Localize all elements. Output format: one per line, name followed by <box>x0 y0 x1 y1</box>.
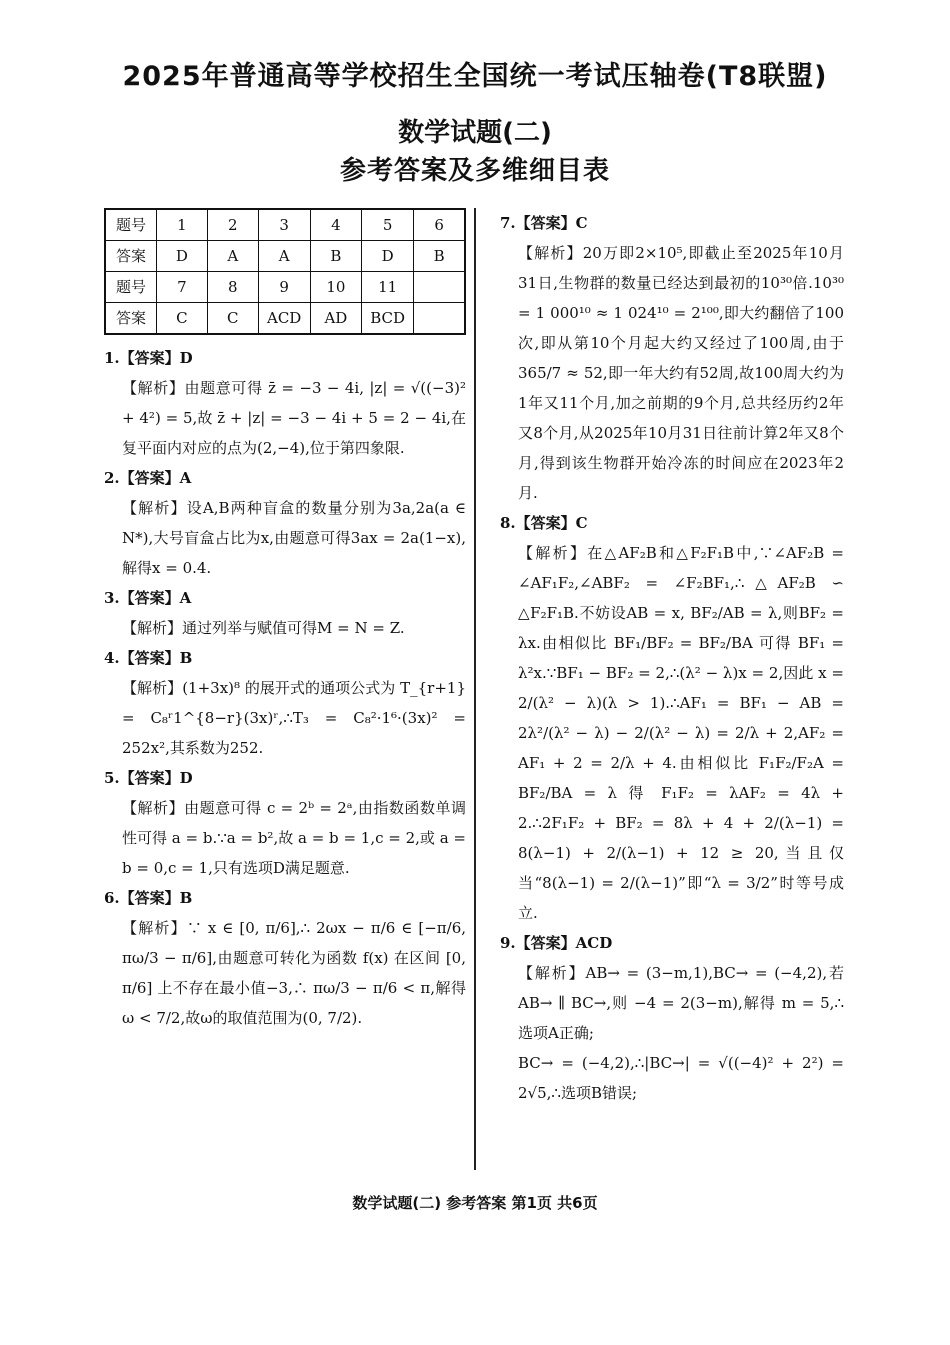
table-row <box>105 241 465 272</box>
table-cell: A <box>258 241 310 272</box>
q2-explanation: 【解析】设A,B两种盲盒的数量分别为3a,2a(a ∈ N*),大号盲盒占比为x,由题意可得3ax = 2a(1−x),解得x = 0.4. <box>122 499 466 577</box>
table-cell: 答案 <box>105 241 157 272</box>
q3-answer: 3.【答案】A <box>104 589 192 607</box>
table-cell: D <box>362 241 414 272</box>
q7-explanation: 【解析】20万即2×10⁵,即截止至2025年10月31日,生物群的数量已经达到最初的10³⁰倍.10³⁰ = 1 000¹⁰ ≈ 1 024¹⁰ = 2¹⁰⁰,即大约翻倍了100次,即从第10个月起大约又经过了100周,由于365/7 ≈ 52,即一年大约有52周,故100周大约为1年又11个月,加之前期的9个月,总共经历约2年又8个月,从2025年10月31日往前计算2年又8个月,得到该生物群开始冷冻的时间应在2023年2月. <box>518 244 844 502</box>
left-column <box>104 208 466 1033</box>
table-cell: C <box>157 303 208 335</box>
q7-answer: 7.【答案】C <box>500 214 588 232</box>
column-divider <box>474 208 476 1170</box>
page-footer: 数学试题(二) 参考答案 第1页 共6页 <box>352 1194 598 1212</box>
q3-explanation: 【解析】通过列举与赋值可得M = N = Z. <box>122 619 405 637</box>
q6-explanation: 【解析】∵ x ∈ [0, π/6],∴ 2ωx − π/6 ∈ [−π/6, πω/3 − π/6],由题意可转化为函数 f(x) 在区间 [0, π/6] 上不存在最小值−3,∴ πω/3 − π/6 < π,解得 ω < 7/2,故ω的取值范围为(0, 7/2). <box>122 919 466 1027</box>
q1-explanation: 【解析】由题意可得 z̄ = −3 − 4i, |z| = √((−3)² + 4²) = 5,故 z̄ + |z| = −3 − 4i + 5 = 2 − 4i,在复平面内对应的点为(2,−4),位于第四象限. <box>122 379 466 457</box>
table-cell: D <box>157 241 208 272</box>
table-cell: AD <box>310 303 361 335</box>
q4-explanation: 【解析】(1+3x)⁸ 的展开式的通项公式为 T_{r+1} = C₈ʳ1^{8−r}(3x)ʳ,∴T₃ = C₈²·1⁶·(3x)² = 252x²,其系数为252. <box>122 679 466 757</box>
answer-table <box>104 208 466 335</box>
table-cell: 2 <box>207 209 258 241</box>
q9-explanation-continued: BC→ = (−4,2),∴|BC→| = √((−4)² + 2²) = 2√5,∴选项B错误; <box>518 1054 844 1102</box>
right-column <box>500 208 844 1108</box>
table-cell: BCD <box>362 303 414 335</box>
q8-answer: 8.【答案】C <box>500 514 588 532</box>
q2-answer: 2.【答案】A <box>104 469 192 487</box>
table-cell: 4 <box>310 209 361 241</box>
q9-explanation: 【解析】AB→ = (3−m,1),BC→ = (−4,2),若AB→ ∥ BC→,则 −4 = 2(3−m),解得 m = 5,∴选项A正确; <box>518 964 844 1042</box>
page-title: 2025年普通高等学校招生全国统一考试压轴卷(T8联盟) <box>122 61 828 92</box>
q5-answer: 5.【答案】D <box>104 769 193 787</box>
table-cell: 10 <box>310 272 361 303</box>
table-cell: 7 <box>157 272 208 303</box>
table-cell: 3 <box>258 209 310 241</box>
table-cell: 题号 <box>105 272 157 303</box>
table-cell: 11 <box>362 272 414 303</box>
table-cell: 1 <box>157 209 208 241</box>
q1-answer: 1.【答案】D <box>104 349 193 367</box>
table-row <box>105 303 465 335</box>
table-cell: B <box>414 241 465 272</box>
table-cell: B <box>310 241 361 272</box>
page-subtitle: 数学试题(二) <box>398 118 552 148</box>
page-subtitle-2: 参考答案及多维细目表 <box>339 156 610 186</box>
table-row <box>105 272 465 303</box>
table-row <box>105 209 465 241</box>
table-cell: 题号 <box>105 209 157 241</box>
q5-explanation: 【解析】由题意可得 c = 2ᵇ = 2ᵃ,由指数函数单调性可得 a = b.∵a = b²,故 a = b = 1,c = 2,或 a = b = 0,c = 1,只有选项D满足题意. <box>122 799 466 877</box>
table-cell: 6 <box>414 209 465 241</box>
table-cell: 答案 <box>105 303 157 335</box>
table-cell: 8 <box>207 272 258 303</box>
table-cell: A <box>207 241 258 272</box>
table-cell <box>414 272 465 303</box>
table-cell <box>414 303 465 335</box>
table-cell: 5 <box>362 209 414 241</box>
q9-answer: 9.【答案】ACD <box>500 934 613 952</box>
table-cell: ACD <box>258 303 310 335</box>
table-cell: 9 <box>258 272 310 303</box>
table-cell: C <box>207 303 258 335</box>
q4-answer: 4.【答案】B <box>104 649 193 667</box>
q8-explanation: 【解析】在△AF₂B和△F₂F₁B中,∵∠AF₂B = ∠AF₁F₂,∠ABF₂ = ∠F₂BF₁,∴△AF₂B ∽ △F₂F₁B.不妨设AB = x, BF₂/AB = λ,则BF₂ = λx.由相似比 BF₁/BF₂ = BF₂/BA 可得 BF₁ = λ²x.∵BF₁ − BF₂ = 2,∴(λ² − λ)x = 2,因此 x = 2/(λ² − λ)(λ > 1).∴AF₁ = BF₁ − AB = 2λ²/(λ² − λ) − 2/(λ² − λ) = 2/λ + 2,AF₂ = AF₁ + 2 = 2/λ + 4.由相似比 F₁F₂/F₂A = BF₂/BA = λ 得 F₁F₂ = λAF₂ = 4λ + 2.∴2F₁F₂ + BF₂ = 8λ + 4 + 2/(λ−1) = 8(λ−1) + 2/(λ−1) + 12 ≥ 20,当且仅当“8(λ−1) = 2/(λ−1)”即“λ = 3/2”时等号成立. <box>518 544 844 922</box>
q6-answer: 6.【答案】B <box>104 889 193 907</box>
